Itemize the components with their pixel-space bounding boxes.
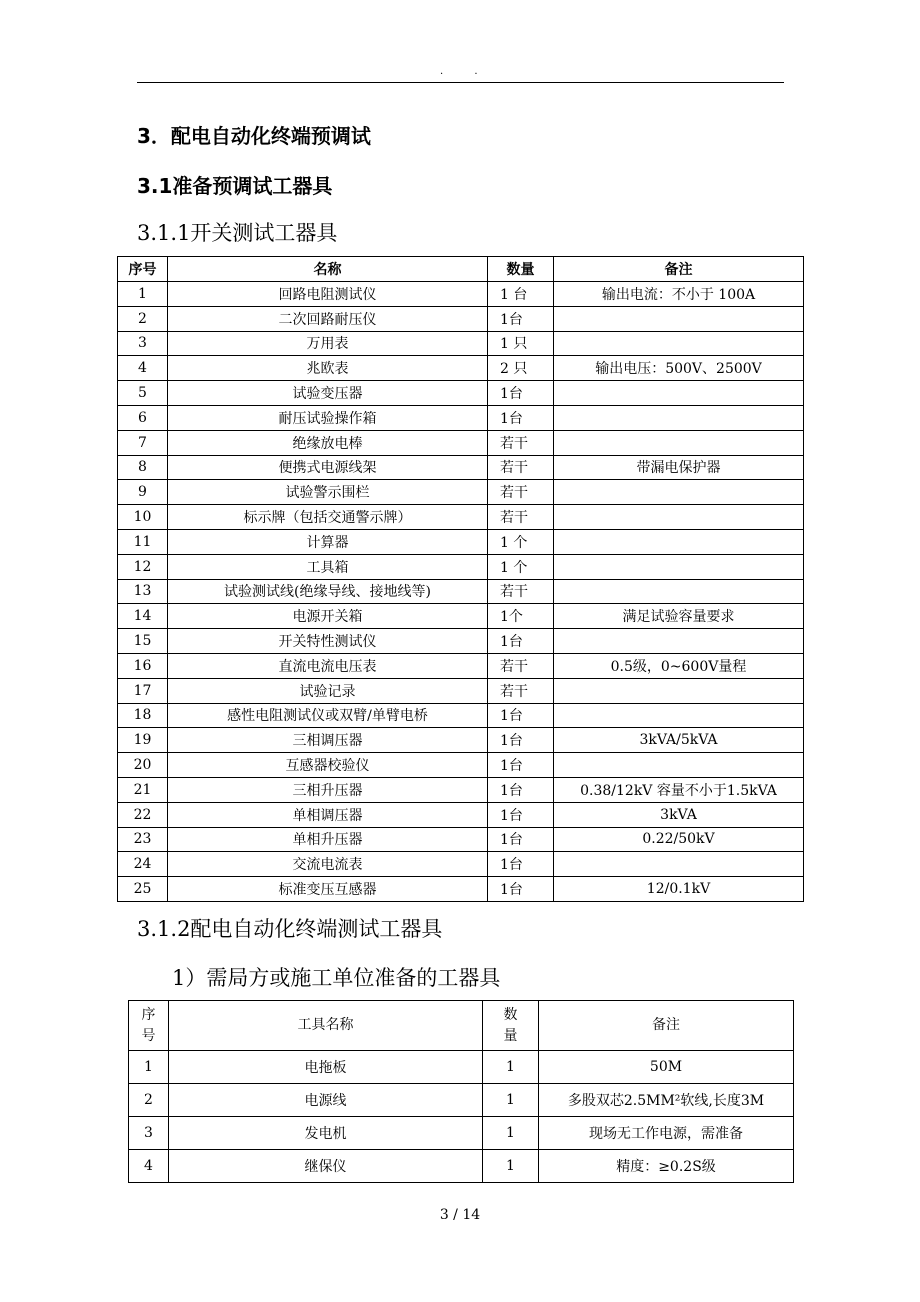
cell-index: 8 xyxy=(118,455,168,480)
cell-remark xyxy=(554,505,804,530)
cell-quantity: 1 xyxy=(483,1084,539,1117)
cell-name: 单相升压器 xyxy=(168,827,488,852)
cell-index: 1 xyxy=(118,282,168,307)
cell-remark xyxy=(554,629,804,654)
table-row xyxy=(118,306,804,331)
table-row xyxy=(129,1084,794,1117)
cell-quantity: 若干 xyxy=(488,455,554,480)
table-row xyxy=(118,703,804,728)
cell-index: 2 xyxy=(118,306,168,331)
cell-remark xyxy=(554,579,804,604)
cell-name: 三相升压器 xyxy=(168,777,488,802)
cell-remark: 输出电压：500V、2500V xyxy=(554,356,804,381)
cell-quantity: 若干 xyxy=(488,430,554,455)
cell-name: 标准变压互感器 xyxy=(168,877,488,902)
table-header-row xyxy=(118,257,804,282)
cell-name: 电拖板 xyxy=(169,1051,483,1084)
cell-name: 标示牌（包括交通警示牌） xyxy=(168,505,488,530)
cell-index: 9 xyxy=(118,480,168,505)
cell-remark xyxy=(554,306,804,331)
subsubsection-heading-terminal-tools: 3.1.2配电自动化终端测试工器具 xyxy=(137,917,443,941)
cell-name: 三相调压器 xyxy=(168,728,488,753)
table-row xyxy=(118,604,804,629)
cell-name: 兆欧表 xyxy=(168,356,488,381)
cell-remark: 0.38/12kV 容量不小于1.5kVA xyxy=(554,777,804,802)
cell-name: 感性电阻测试仪或双臂/单臂电桥 xyxy=(168,703,488,728)
cell-quantity: 1台 xyxy=(488,629,554,654)
cell-quantity: 1台 xyxy=(488,877,554,902)
switch-test-tools-table xyxy=(117,256,804,902)
subsubsection-heading-switch-tools: 3.1.1开关测试工器具 xyxy=(137,221,338,245)
item-heading: 1）需局方或施工单位准备的工器具 xyxy=(172,966,501,990)
cell-name: 回路电阻测试仪 xyxy=(168,282,488,307)
cell-index: 24 xyxy=(118,852,168,877)
table-row xyxy=(118,678,804,703)
cell-quantity: 1台 xyxy=(488,827,554,852)
table-row xyxy=(118,802,804,827)
header-rule xyxy=(137,82,784,83)
cell-index: 17 xyxy=(118,678,168,703)
table-row xyxy=(118,629,804,654)
table-row xyxy=(118,728,804,753)
table-row xyxy=(129,1150,794,1183)
cell-name: 耐压试验操作箱 xyxy=(168,405,488,430)
table-row xyxy=(118,852,804,877)
cell-quantity: 1 xyxy=(483,1150,539,1183)
table-row xyxy=(129,1051,794,1084)
cell-quantity: 1台 xyxy=(488,306,554,331)
cell-name: 二次回路耐压仪 xyxy=(168,306,488,331)
cell-name: 继保仪 xyxy=(169,1150,483,1183)
cell-index: 6 xyxy=(118,405,168,430)
cell-index: 4 xyxy=(129,1150,169,1183)
cell-name: 试验变压器 xyxy=(168,381,488,406)
header-text-quantity: 数量 xyxy=(503,1006,518,1044)
cell-quantity: 1个 xyxy=(488,604,554,629)
header-cell-quantity xyxy=(483,1001,539,1051)
cell-remark: 3kVA/5kVA xyxy=(554,728,804,753)
terminal-test-tools-table xyxy=(128,1000,794,1183)
header-cell-index xyxy=(129,1001,169,1051)
page-number: 3 / 14 xyxy=(439,1207,481,1223)
table-row xyxy=(118,381,804,406)
cell-remark xyxy=(554,703,804,728)
cell-remark: 带漏电保护器 xyxy=(554,455,804,480)
cell-name: 电源线 xyxy=(169,1084,483,1117)
cell-quantity: 1台 xyxy=(488,852,554,877)
cell-remark xyxy=(554,852,804,877)
cell-index: 18 xyxy=(118,703,168,728)
cell-index: 1 xyxy=(129,1051,169,1084)
cell-remark xyxy=(554,405,804,430)
header-cell-tool-name: 工具名称 xyxy=(169,1001,483,1051)
table-row xyxy=(118,282,804,307)
cell-quantity: 若干 xyxy=(488,653,554,678)
cell-remark: 输出电流：不小于 100A xyxy=(554,282,804,307)
cell-name: 便携式电源线架 xyxy=(168,455,488,480)
cell-index: 4 xyxy=(118,356,168,381)
cell-remark: 12/0.1kV xyxy=(554,877,804,902)
table-row xyxy=(118,480,804,505)
cell-name: 试验记录 xyxy=(168,678,488,703)
cell-quantity: 若干 xyxy=(488,579,554,604)
cell-index: 16 xyxy=(118,653,168,678)
cell-name: 工具箱 xyxy=(168,554,488,579)
header-cell-remark: 备注 xyxy=(554,257,804,282)
cell-quantity: 1 个 xyxy=(488,529,554,554)
cell-remark xyxy=(554,430,804,455)
header-cell-index: 序号 xyxy=(118,257,168,282)
cell-name: 直流电流电压表 xyxy=(168,653,488,678)
cell-name: 开关特性测试仪 xyxy=(168,629,488,654)
cell-name: 试验警示围栏 xyxy=(168,480,488,505)
cell-index: 2 xyxy=(129,1084,169,1117)
cell-index: 22 xyxy=(118,802,168,827)
cell-name: 单相调压器 xyxy=(168,802,488,827)
cell-index: 13 xyxy=(118,579,168,604)
table-row xyxy=(118,405,804,430)
cell-remark xyxy=(554,381,804,406)
cell-index: 23 xyxy=(118,827,168,852)
cell-name: 绝缘放电棒 xyxy=(168,430,488,455)
cell-remark: 现场无工作电源，需准备 xyxy=(539,1117,794,1150)
cell-index: 15 xyxy=(118,629,168,654)
cell-quantity: 若干 xyxy=(488,480,554,505)
header-dots: . . xyxy=(440,66,492,77)
table-row xyxy=(118,653,804,678)
cell-name: 交流电流表 xyxy=(168,852,488,877)
cell-name: 发电机 xyxy=(169,1117,483,1150)
cell-quantity: 1 xyxy=(483,1051,539,1084)
cell-quantity: 1 台 xyxy=(488,282,554,307)
cell-index: 14 xyxy=(118,604,168,629)
table-row xyxy=(118,455,804,480)
cell-quantity: 1 xyxy=(483,1117,539,1150)
cell-remark: 0.5级，0~600V量程 xyxy=(554,653,804,678)
subsection-heading: 3.1准备预调试工器具 xyxy=(137,174,333,198)
cell-remark xyxy=(554,753,804,778)
cell-index: 20 xyxy=(118,753,168,778)
table-row xyxy=(118,827,804,852)
cell-quantity: 1 个 xyxy=(488,554,554,579)
cell-remark xyxy=(554,480,804,505)
header-cell-name: 名称 xyxy=(168,257,488,282)
table-row xyxy=(118,554,804,579)
cell-index: 3 xyxy=(129,1117,169,1150)
cell-name: 互感器校验仪 xyxy=(168,753,488,778)
table-row xyxy=(118,877,804,902)
table-row xyxy=(118,356,804,381)
cell-index: 3 xyxy=(118,331,168,356)
table-row xyxy=(118,777,804,802)
cell-quantity: 1台 xyxy=(488,777,554,802)
cell-quantity: 1台 xyxy=(488,753,554,778)
cell-name: 试验测试线(绝缘导线、接地线等) xyxy=(168,579,488,604)
table-row xyxy=(118,505,804,530)
cell-index: 12 xyxy=(118,554,168,579)
cell-remark: 多股双芯2.5MM²软线,长度3M xyxy=(539,1084,794,1117)
cell-quantity: 1台 xyxy=(488,802,554,827)
cell-remark: 50M xyxy=(539,1051,794,1084)
header-text-index: 序号 xyxy=(141,1006,156,1044)
section-heading: 3．配电自动化终端预调试 xyxy=(137,124,371,148)
table-row xyxy=(118,331,804,356)
table-row xyxy=(118,430,804,455)
header-cell-remark: 备注 xyxy=(539,1001,794,1051)
cell-remark xyxy=(554,678,804,703)
cell-remark xyxy=(554,529,804,554)
cell-name: 计算器 xyxy=(168,529,488,554)
cell-remark: 满足试验容量要求 xyxy=(554,604,804,629)
cell-index: 21 xyxy=(118,777,168,802)
cell-quantity: 1台 xyxy=(488,381,554,406)
cell-index: 19 xyxy=(118,728,168,753)
cell-index: 10 xyxy=(118,505,168,530)
cell-index: 25 xyxy=(118,877,168,902)
cell-quantity: 1台 xyxy=(488,703,554,728)
cell-index: 11 xyxy=(118,529,168,554)
cell-index: 7 xyxy=(118,430,168,455)
cell-name: 电源开关箱 xyxy=(168,604,488,629)
cell-remark: 精度：≥0.2S级 xyxy=(539,1150,794,1183)
table-header-row xyxy=(129,1001,794,1051)
cell-remark: 3kVA xyxy=(554,802,804,827)
cell-remark xyxy=(554,554,804,579)
cell-index: 5 xyxy=(118,381,168,406)
header-cell-quantity: 数量 xyxy=(488,257,554,282)
cell-remark: 0.22/50kV xyxy=(554,827,804,852)
table-row xyxy=(118,753,804,778)
cell-remark xyxy=(554,331,804,356)
table-row xyxy=(118,529,804,554)
cell-quantity: 若干 xyxy=(488,505,554,530)
cell-quantity: 1 只 xyxy=(488,331,554,356)
cell-quantity: 1台 xyxy=(488,405,554,430)
cell-quantity: 若干 xyxy=(488,678,554,703)
cell-quantity: 2 只 xyxy=(488,356,554,381)
cell-quantity: 1台 xyxy=(488,728,554,753)
table-row xyxy=(118,579,804,604)
cell-name: 万用表 xyxy=(168,331,488,356)
table-row xyxy=(129,1117,794,1150)
